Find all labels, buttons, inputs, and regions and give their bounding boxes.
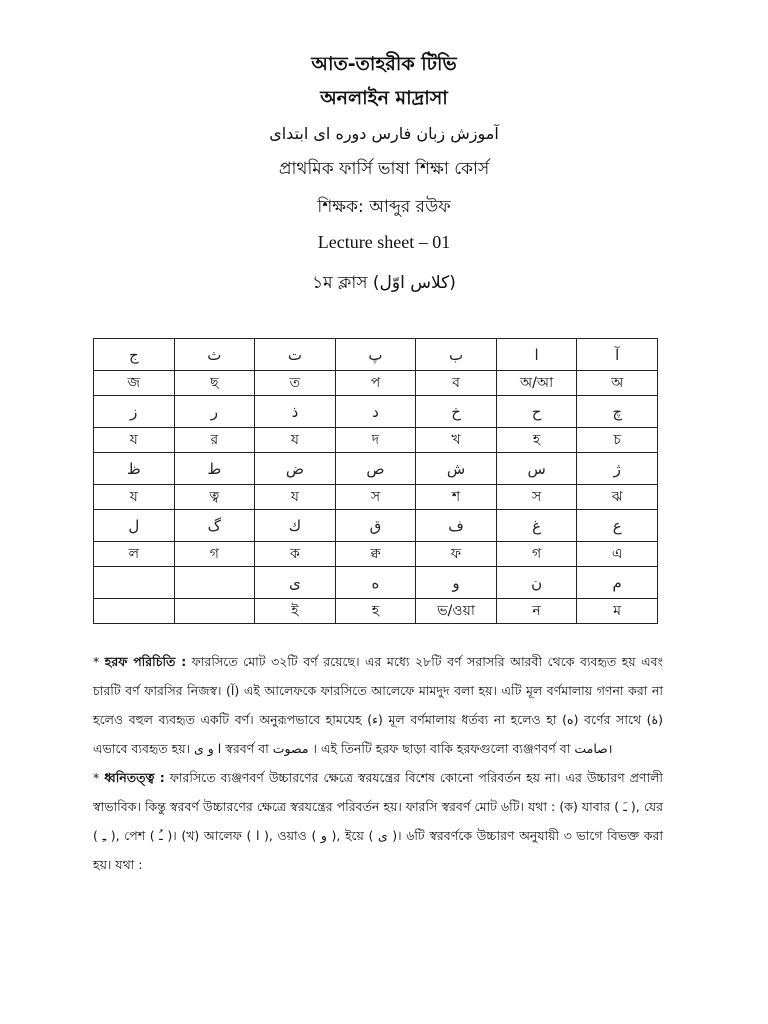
bengali-letter-cell: য [255,428,336,453]
persian-letter-row [94,453,658,485]
bengali-letter-cell: ভ/ওয়া [416,599,497,624]
persian-letter-cell: ز [94,396,175,428]
bengali-letter-cell: ন [496,599,577,624]
bengali-letter-cell: ক [255,542,336,567]
persian-letter-cell: د [335,396,416,428]
bengali-letter-cell: জ [94,371,175,396]
persian-letter-row [94,339,658,371]
bengali-letter-cell [174,599,255,624]
bengali-letter-cell: ঝ [577,485,658,510]
persian-letter-cell: پ [335,339,416,371]
persian-letter-cell: ط [174,453,255,485]
persian-letter-cell: ظ [94,453,175,485]
bengali-letter-cell: হ [496,428,577,453]
persian-letter-cell: ت [255,339,336,371]
bengali-letter-cell: চ [577,428,658,453]
bengali-letter-cell: য [94,428,175,453]
bengali-letter-cell: ব [416,371,497,396]
bengali-letter-cell: অ [577,371,658,396]
bengali-letter-cell: অ/আ [496,371,577,396]
persian-course-title: آموزش زبان فارس دوره ای ابتدای [269,124,499,143]
bullet-star: * [93,654,105,669]
phonetics-heading: ধ্বনিতত্ত্ব : [104,770,165,785]
persian-letter-cell: ل [94,510,175,542]
persian-letter-cell: ع [577,510,658,542]
persian-letter-cell: خ [416,396,497,428]
bengali-letter-cell: র [174,428,255,453]
letter-intro-paragraph [93,647,663,763]
bengali-letter-cell: খ [416,428,497,453]
bengali-letter-cell [94,599,175,624]
teacher-name: শিক্ষক: আব্দুর রউফ [317,197,451,217]
persian-letter-cell: ژ [577,453,658,485]
bengali-course-title: প্রাথমিক ফার্সি ভাষা শিক্ষা কোর্স [278,159,490,179]
letter-intro-heading: হরফ পরিচিতি : [104,654,187,669]
bengali-letter-cell: ই [255,599,336,624]
bengali-equivalent-row [94,485,658,510]
persian-letter-cell: ذ [255,396,336,428]
persian-letter-cell: آ [577,339,658,371]
persian-letter-cell: ج [94,339,175,371]
persian-letter-cell: چ [577,396,658,428]
institution-title: আত-তাহরীক টিভি [311,53,457,75]
bengali-letter-cell: ল [94,542,175,567]
bengali-equivalent-row [94,542,658,567]
persian-letter-cell: م [577,567,658,599]
bengali-letter-cell: ম [577,599,658,624]
bengali-letter-cell: এ [577,542,658,567]
persian-letter-cell: و [416,567,497,599]
persian-letter-cell: ی [255,567,336,599]
persian-letter-cell: س [496,453,577,485]
bengali-letter-cell: গ [496,542,577,567]
bengali-letter-cell: স [496,485,577,510]
alphabet-table [93,338,658,624]
persian-letter-cell: ب [416,339,497,371]
persian-letter-cell: ث [174,339,255,371]
bengali-letter-cell: গ [174,542,255,567]
bengali-equivalent-row [94,428,658,453]
bengali-letter-cell: য [94,485,175,510]
persian-letter-row [94,510,658,542]
bengali-letter-cell: য [255,485,336,510]
persian-letter-cell: ش [416,453,497,485]
bengali-letter-cell: ক্ব [335,542,416,567]
phonetics-paragraph [93,763,663,879]
persian-letter-row [94,567,658,599]
persian-letter-cell: ص [335,453,416,485]
class-label: ১ম ক্লাস (کلاس اوّل) [312,273,456,293]
persian-letter-cell: غ [496,510,577,542]
persian-letter-row [94,396,658,428]
bengali-equivalent-row [94,599,658,624]
bengali-letter-cell: স [335,485,416,510]
phonetics-text: ফারসিতে ব্যঞ্জণবর্ণ উচ্চারণের ক্ষেত্রে স্বরযন্ত্রের বিশেষ কোনো পরিবর্তন হয় না। এর উচ্চারণ প্রণালী স্বাভাবিক। কিন্তু স্বরবর্ণ উচ্চারণের ক্ষেত্রে স্বরযন্ত্রের পরিবর্তন হয়। ফারসি স্বরবর্ণ মোট ৬টি। যথা : (ক) যাবার ( ـَ ), যের ( ـِ ), পেশ ( ـُ )। (খ) আলেফ ( ا ), ওয়াও ( و ), ইয়ে ( ی )। ৬টি স্বরবর্ণকে উচ্চারণ অনুযায়ী ৩ ভাগে বিভক্ত করা হয়। যথা : [93,770,664,872]
bengali-letter-cell: ত্ব [174,485,255,510]
bengali-letter-cell: প [335,371,416,396]
bengali-letter-cell: ছ [174,371,255,396]
persian-letter-cell: ف [416,510,497,542]
bengali-equivalent-row [94,371,658,396]
persian-letter-cell: ح [496,396,577,428]
bengali-letter-cell: শ [416,485,497,510]
persian-letter-cell: ه [335,567,416,599]
persian-letter-cell: ا [496,339,577,371]
lecture-sheet-number: Lecture sheet – 01 [317,232,451,252]
persian-letter-cell: ق [335,510,416,542]
bullet-star: * [93,770,105,785]
bengali-letter-cell: হ [335,599,416,624]
persian-letter-cell [94,567,175,599]
persian-letter-cell: ك [255,510,336,542]
persian-letter-cell: گ [174,510,255,542]
madrasa-title: অনলাইন মাদ্রাসা [320,87,448,109]
persian-letter-cell: ن [496,567,577,599]
bengali-letter-cell: দ [335,428,416,453]
persian-letter-cell [174,567,255,599]
letter-intro-text: ফারসিতে মোট ৩২টি বর্ণ রয়েছে। এর মধ্যে ২৮টি বর্ণ সরাসরি আরবী থেকে ব্যবহৃত হয় এবং চারটি বর্ণ ফারসির নিজস্ব। (آ) এই আলেফকে ফারসিতে আলেফে মামদুদ বলা হয়। এটি মূল বর্ণমালায় গণনা করা না হলেও বহুল ব্যবহৃত একটি বর্ণ। অনুরূপভাবে হামযেহ (ء) মূল বর্ণমালায় ধর্তব্য না হলেও হা (ه) বর্ণের সাথে (ۀ) এভাবে ব্যবহৃত হয়। ا و ی স্বরবর্ণ বা مصوت । এই তিনটি হরফ ছাড়া বাকি হরফগুলো ব্যঞ্জণবর্ণ বা صامت। [93,654,664,756]
persian-letter-cell: ر [174,396,255,428]
bengali-letter-cell: ফ [416,542,497,567]
bengali-letter-cell: ত [255,371,336,396]
persian-letter-cell: ض [255,453,336,485]
